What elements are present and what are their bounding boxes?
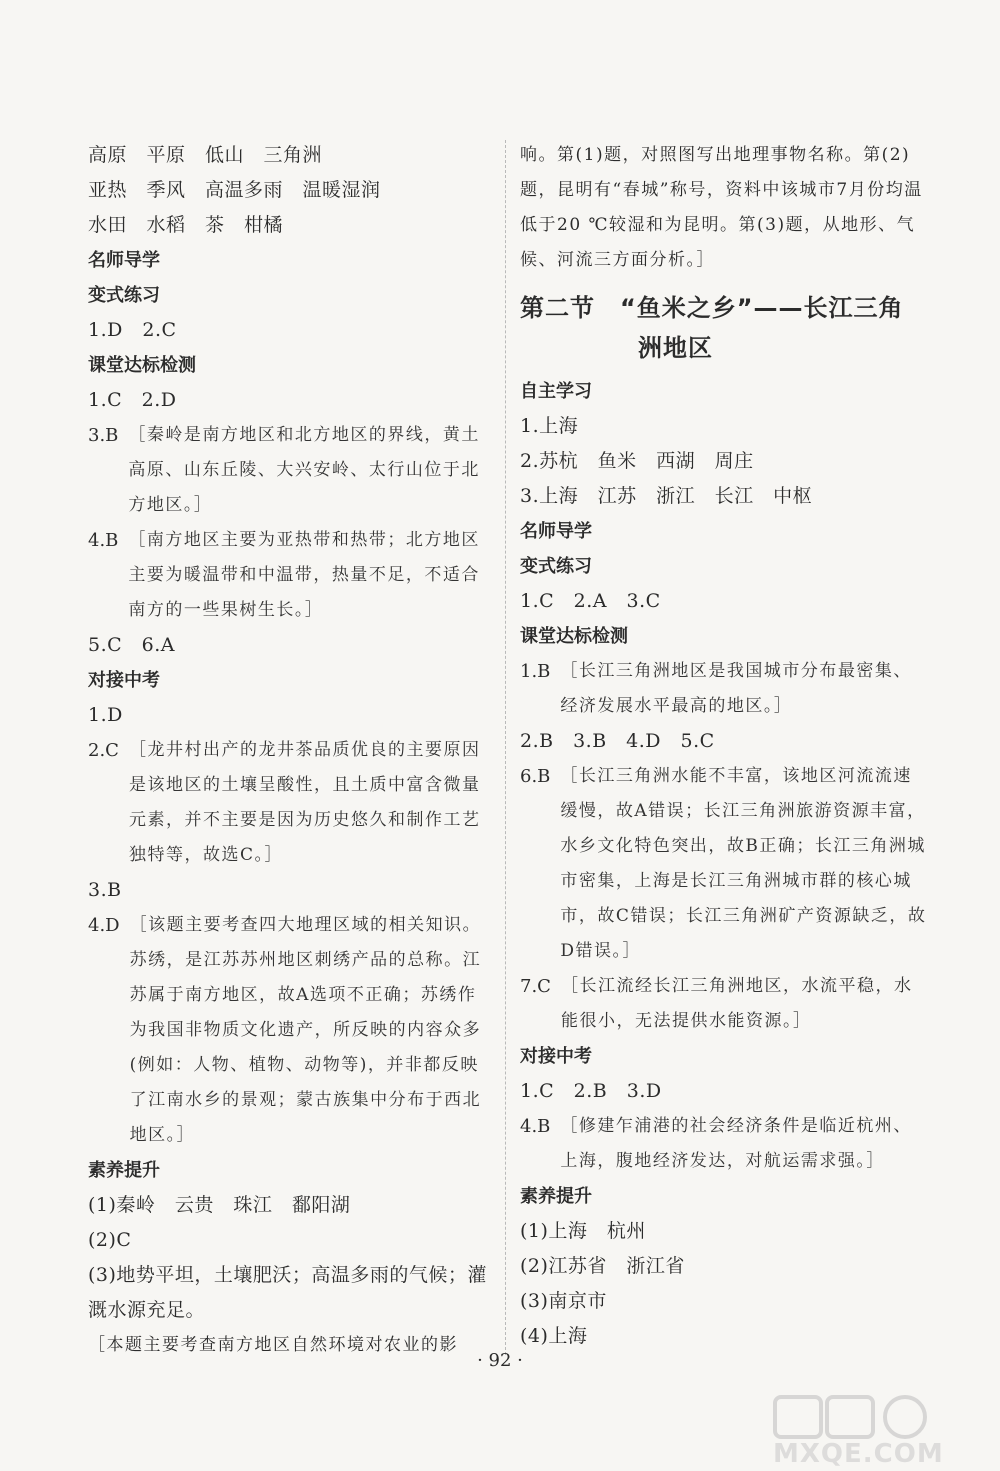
question-explanation: ［修建乍浦港的社会经济条件是临近杭州、上海，腹地经济发达，对航运需求强。］ bbox=[560, 1116, 912, 1171]
question-explanation: ［龙井村出产的龙井茶品质优良的主要原因是该地区的土壤呈酸性，且土质中富含微量元素，并不主要是因为历史悠久和制作工艺独特等，故选C。］ bbox=[128, 740, 481, 865]
question-explanation: ［长江三角洲水能不丰富，该地区河流流速缓慢，故A错误；长江三角洲旅游资源丰富，水乡文化特色突出，故B正确；长江三角洲城市密集，上海是长江三角洲城市群的核心城市，故C错误；长江三角洲矿产资源缺乏，故D错误。］ bbox=[560, 766, 927, 961]
heading-bianshi: 变式练习 bbox=[520, 556, 592, 577]
zizhu-answer-3: 3.上海 江苏 浙江 长江 中枢 bbox=[520, 485, 813, 507]
heading-bianshi: 变式练习 bbox=[88, 285, 160, 306]
answer-text: 亚热 季风 高温多雨 温暖湿润 bbox=[88, 179, 381, 201]
duijie-answers: 1.C 2.B 3.D bbox=[520, 1080, 662, 1102]
right-column bbox=[520, 138, 930, 1354]
question-explanation: ［秦岭是南方地区和北方地区的界线，黄土高原、山东丘陵、大兴安岭、太行山位于北方地区。］ bbox=[128, 425, 480, 515]
question-item bbox=[88, 418, 494, 523]
suyang-answer-1: (1)秦岭 云贵 珠江 鄱阳湖 bbox=[88, 1194, 351, 1216]
heading-mingshi: 名师导学 bbox=[520, 521, 592, 542]
question-item bbox=[520, 1109, 930, 1179]
answer-line bbox=[88, 208, 494, 243]
question-explanation: ［南方地区主要为亚热带和热带；北方地区主要为暖温带和中温带，热量不足，不适合南方的一些果树生长。］ bbox=[128, 530, 480, 620]
ketang-answers-2: 5.C 6.A bbox=[88, 634, 176, 656]
question-answer: 2.C bbox=[88, 740, 119, 761]
heading-zizhu: 自主学习 bbox=[520, 381, 592, 402]
answer-line bbox=[88, 138, 494, 173]
ketang-answers: 2.B 3.B 4.D 5.C bbox=[520, 730, 715, 752]
heading-suyang: 素养提升 bbox=[520, 1186, 592, 1207]
question-answer: 4.B bbox=[520, 1116, 551, 1137]
section-title-line2: 洲地区 bbox=[638, 334, 713, 362]
question-item bbox=[88, 733, 494, 873]
duijie-answer-1: 1.D bbox=[88, 704, 123, 726]
bianshi-answers: 1.D 2.C bbox=[88, 319, 177, 341]
answer-text: 水田 水稻 茶 柑橘 bbox=[88, 214, 284, 236]
suyang-answer-2: (2)江苏省 浙江省 bbox=[520, 1255, 685, 1277]
question-answer: 3.B bbox=[88, 425, 119, 446]
zizhu-answer-1: 1.上海 bbox=[520, 415, 579, 437]
page-number: · 92 · bbox=[477, 1350, 523, 1371]
section-title bbox=[520, 288, 930, 368]
watermark-logo bbox=[715, 1395, 955, 1469]
section-title-line1: 第二节 “鱼米之乡”——长江三角 bbox=[520, 294, 904, 322]
heading-mingshi: 名师导学 bbox=[88, 250, 160, 271]
suyang-answer-4: (4)上海 bbox=[520, 1325, 588, 1347]
heading-ketang: 课堂达标检测 bbox=[88, 355, 196, 376]
heading-duijie: 对接中考 bbox=[88, 670, 160, 691]
suyang-note-continued: 响。第(1)题，对照图写出地理事物名称。第(2)题，昆明有“春城”称号，资料中该城市7月份均温低于20 ℃较湿和为昆明。第(3)题，从地形、气候、河流三方面分析。］ bbox=[520, 145, 923, 270]
suyang-note: ［本题主要考查南方地区自然环境对农业的影 bbox=[88, 1335, 458, 1355]
question-answer: 7.C bbox=[520, 976, 551, 997]
heading-ketang: 课堂达标检测 bbox=[520, 626, 628, 647]
left-column bbox=[88, 138, 494, 1363]
answer-line bbox=[88, 173, 494, 208]
bianshi-answers: 1.C 2.A 3.C bbox=[520, 590, 661, 612]
heading-suyang: 素养提升 bbox=[88, 1160, 160, 1181]
column-divider bbox=[505, 140, 506, 1355]
question-answer: 4.B bbox=[88, 530, 119, 551]
question-answer: 4.D bbox=[88, 915, 120, 936]
watermark-text: MXQE.COM bbox=[773, 1439, 944, 1469]
question-explanation: ［该题主要考查四大地理区域的相关知识。苏绣，是江苏苏州地区刺绣产品的总称。江苏属于南方地区，故A选项不正确；苏绣作为我国非物质文化遗产，所反映的内容众多(例如：人物、植物、动物等)，并非都反映了江南水乡的景观；蒙古族集中分布于西北地区。］ bbox=[129, 915, 482, 1145]
question-item bbox=[520, 969, 930, 1039]
question-answer: 6.B bbox=[520, 766, 551, 787]
question-item bbox=[88, 523, 494, 628]
question-explanation: ［长江流经长江三角洲地区，水流平稳，水能很小，无法提供水能资源。］ bbox=[560, 976, 913, 1031]
question-item bbox=[520, 654, 930, 724]
question-answer: 1.B bbox=[520, 661, 551, 682]
suyang-answer-3: (3)南京市 bbox=[520, 1290, 607, 1312]
question-item bbox=[88, 908, 494, 1153]
suyang-answer-2: (2)C bbox=[88, 1229, 132, 1251]
suyang-answer-1: (1)上海 杭州 bbox=[520, 1220, 646, 1242]
zizhu-answer-2: 2.苏杭 鱼米 西湖 周庄 bbox=[520, 450, 754, 472]
question-item bbox=[520, 759, 930, 969]
answer-text: 高原 平原 低山 三角洲 bbox=[88, 144, 323, 166]
heading-duijie: 对接中考 bbox=[520, 1046, 592, 1067]
duijie-answer-3: 3.B bbox=[88, 879, 122, 901]
question-explanation: ［长江三角洲地区是我国城市分布最密集、经济发展水平最高的地区。］ bbox=[560, 661, 912, 716]
ketang-answers-1: 1.C 2.D bbox=[88, 389, 177, 411]
suyang-answer-3: (3)地势平坦，土壤肥沃；高温多雨的气候；灌溉水源充足。 bbox=[88, 1264, 487, 1321]
